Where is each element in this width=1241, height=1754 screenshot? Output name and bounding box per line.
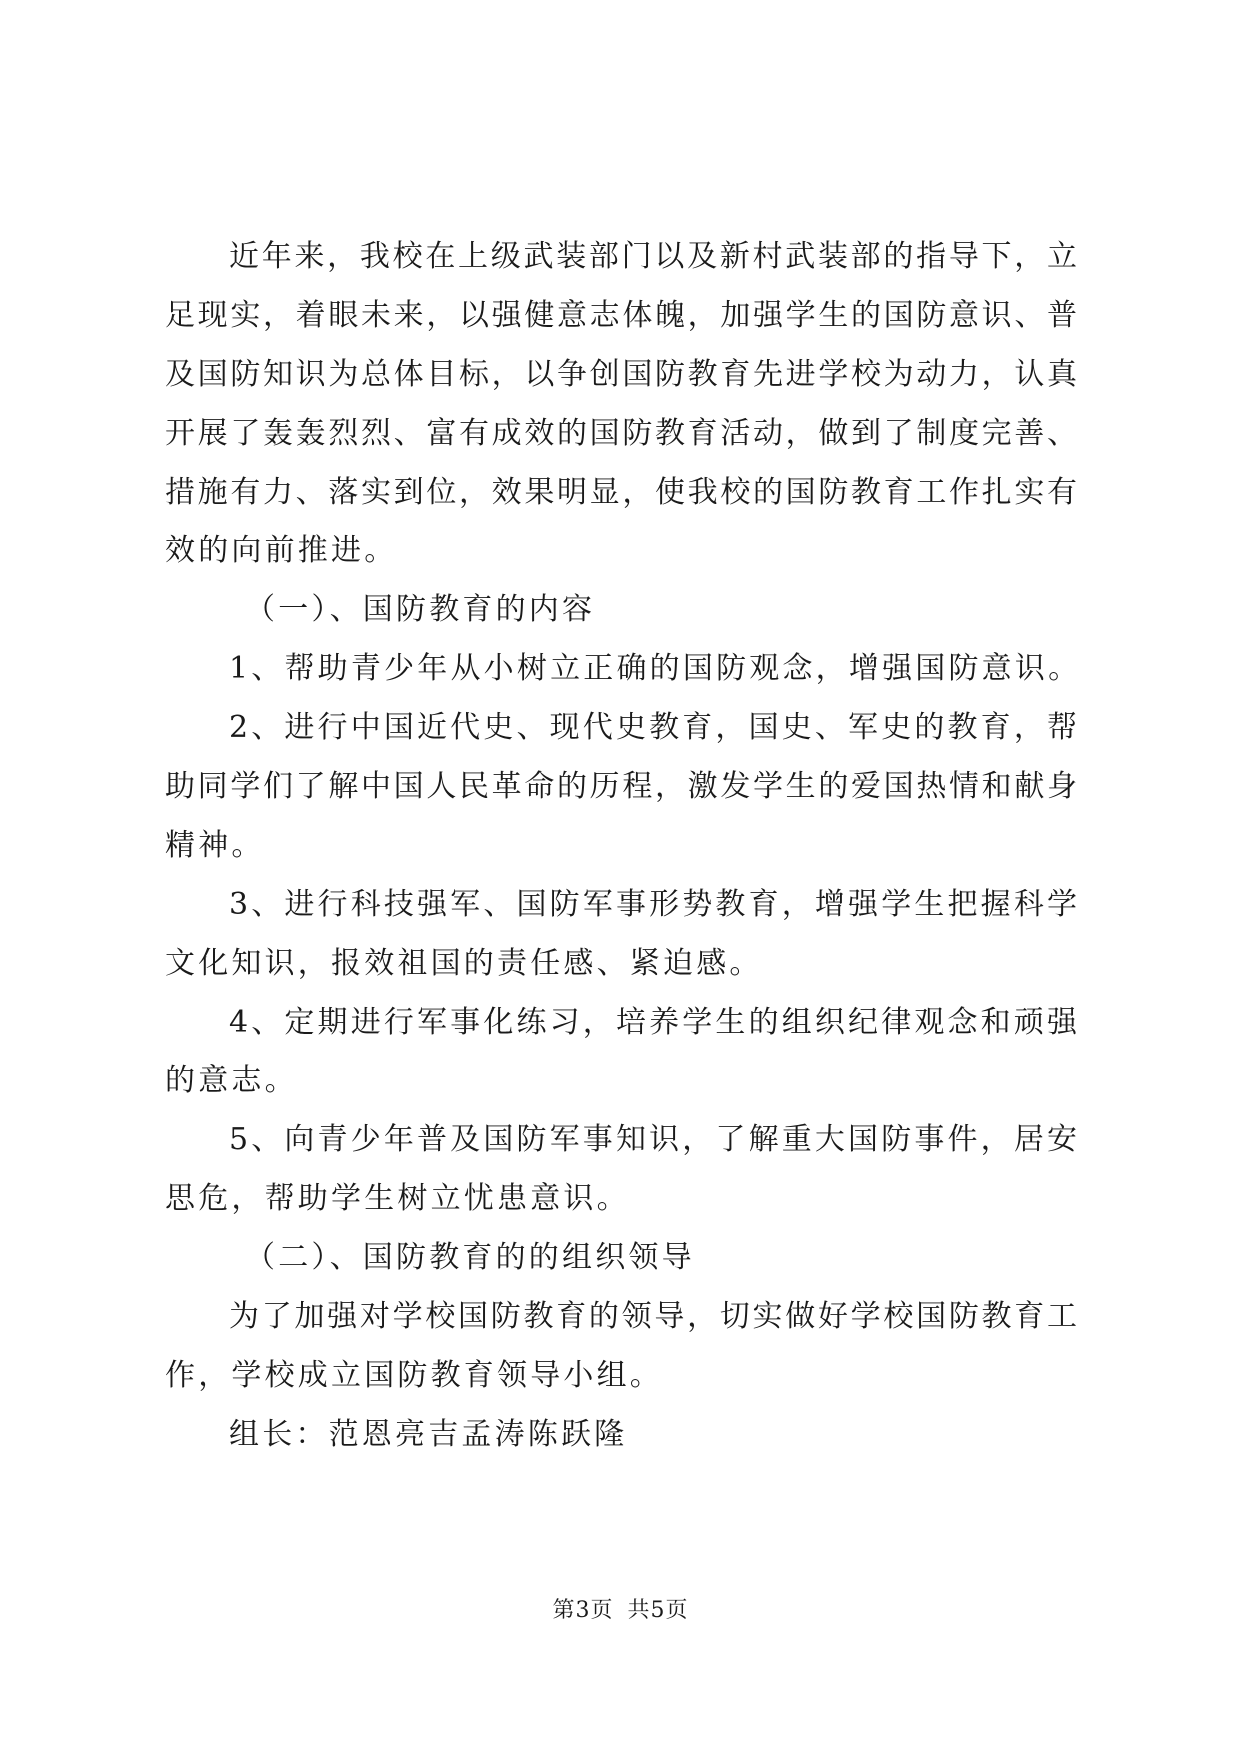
list-item: 4、定期进行军事化练习，培养学生的组织纪律观念和顽强: [229, 1004, 1077, 1040]
page-total: 共5页: [627, 1598, 689, 1623]
paragraph-line: 作，学校成立国防教育领导小组。: [165, 1357, 663, 1393]
paragraph-line: 思危，帮助学生树立忧患意识。: [165, 1181, 630, 1217]
list-item: 5、向青少年普及国防军事知识，了解重大国防事件，居安: [229, 1122, 1077, 1158]
paragraph-line: 的意志。: [165, 1063, 298, 1099]
list-item: 3、进行科技强军、国防军事形势教育，增强学生把握科学: [229, 886, 1077, 922]
document-body: [165, 228, 1082, 1465]
list-item: 2、进行中国近代史、现代史教育，国史、军史的教育，帮: [229, 710, 1077, 746]
list-item: 1、帮助青少年从小树立正确的国防观念，增强国防意识。: [229, 651, 1082, 687]
section-heading: （二）、国防教育的的组织领导: [245, 1240, 695, 1276]
paragraph-line: 开展了轰轰烈烈、富有成效的国防教育活动，做到了制度完善、: [165, 415, 1077, 451]
paragraph-line: 效的向前推进。: [165, 533, 398, 569]
page-number: 第3页: [552, 1598, 614, 1623]
page-footer: [0, 1593, 1241, 1624]
paragraph-line: 精神。: [165, 827, 265, 863]
paragraph-line: 近年来，我校在上级武装部门以及新村武装部的指导下，立: [229, 239, 1077, 274]
paragraph-line: 措施有力、落实到位，效果明显，使我校的国防教育工作扎实有: [165, 474, 1077, 510]
paragraph-line: 助同学们了解中国人民革命的历程，激发学生的爱国热情和献身: [165, 769, 1077, 805]
paragraph-line: 足现实，着眼未来，以强健意志体魄，加强学生的国防意识、普: [165, 297, 1077, 333]
paragraph-line: 文化知识，报效祖国的责任感、紧迫感。: [165, 945, 763, 981]
paragraph-line: 组长：范恩亮吉孟涛陈跃隆: [229, 1416, 628, 1452]
paragraph-line: 为了加强对学校国防教育的领导，切实做好学校国防教育工: [229, 1299, 1077, 1335]
section-heading: （一）、国防教育的内容: [245, 592, 596, 628]
paragraph-line: 及国防知识为总体目标，以争创国防教育先进学校为动力，认真: [165, 356, 1077, 392]
